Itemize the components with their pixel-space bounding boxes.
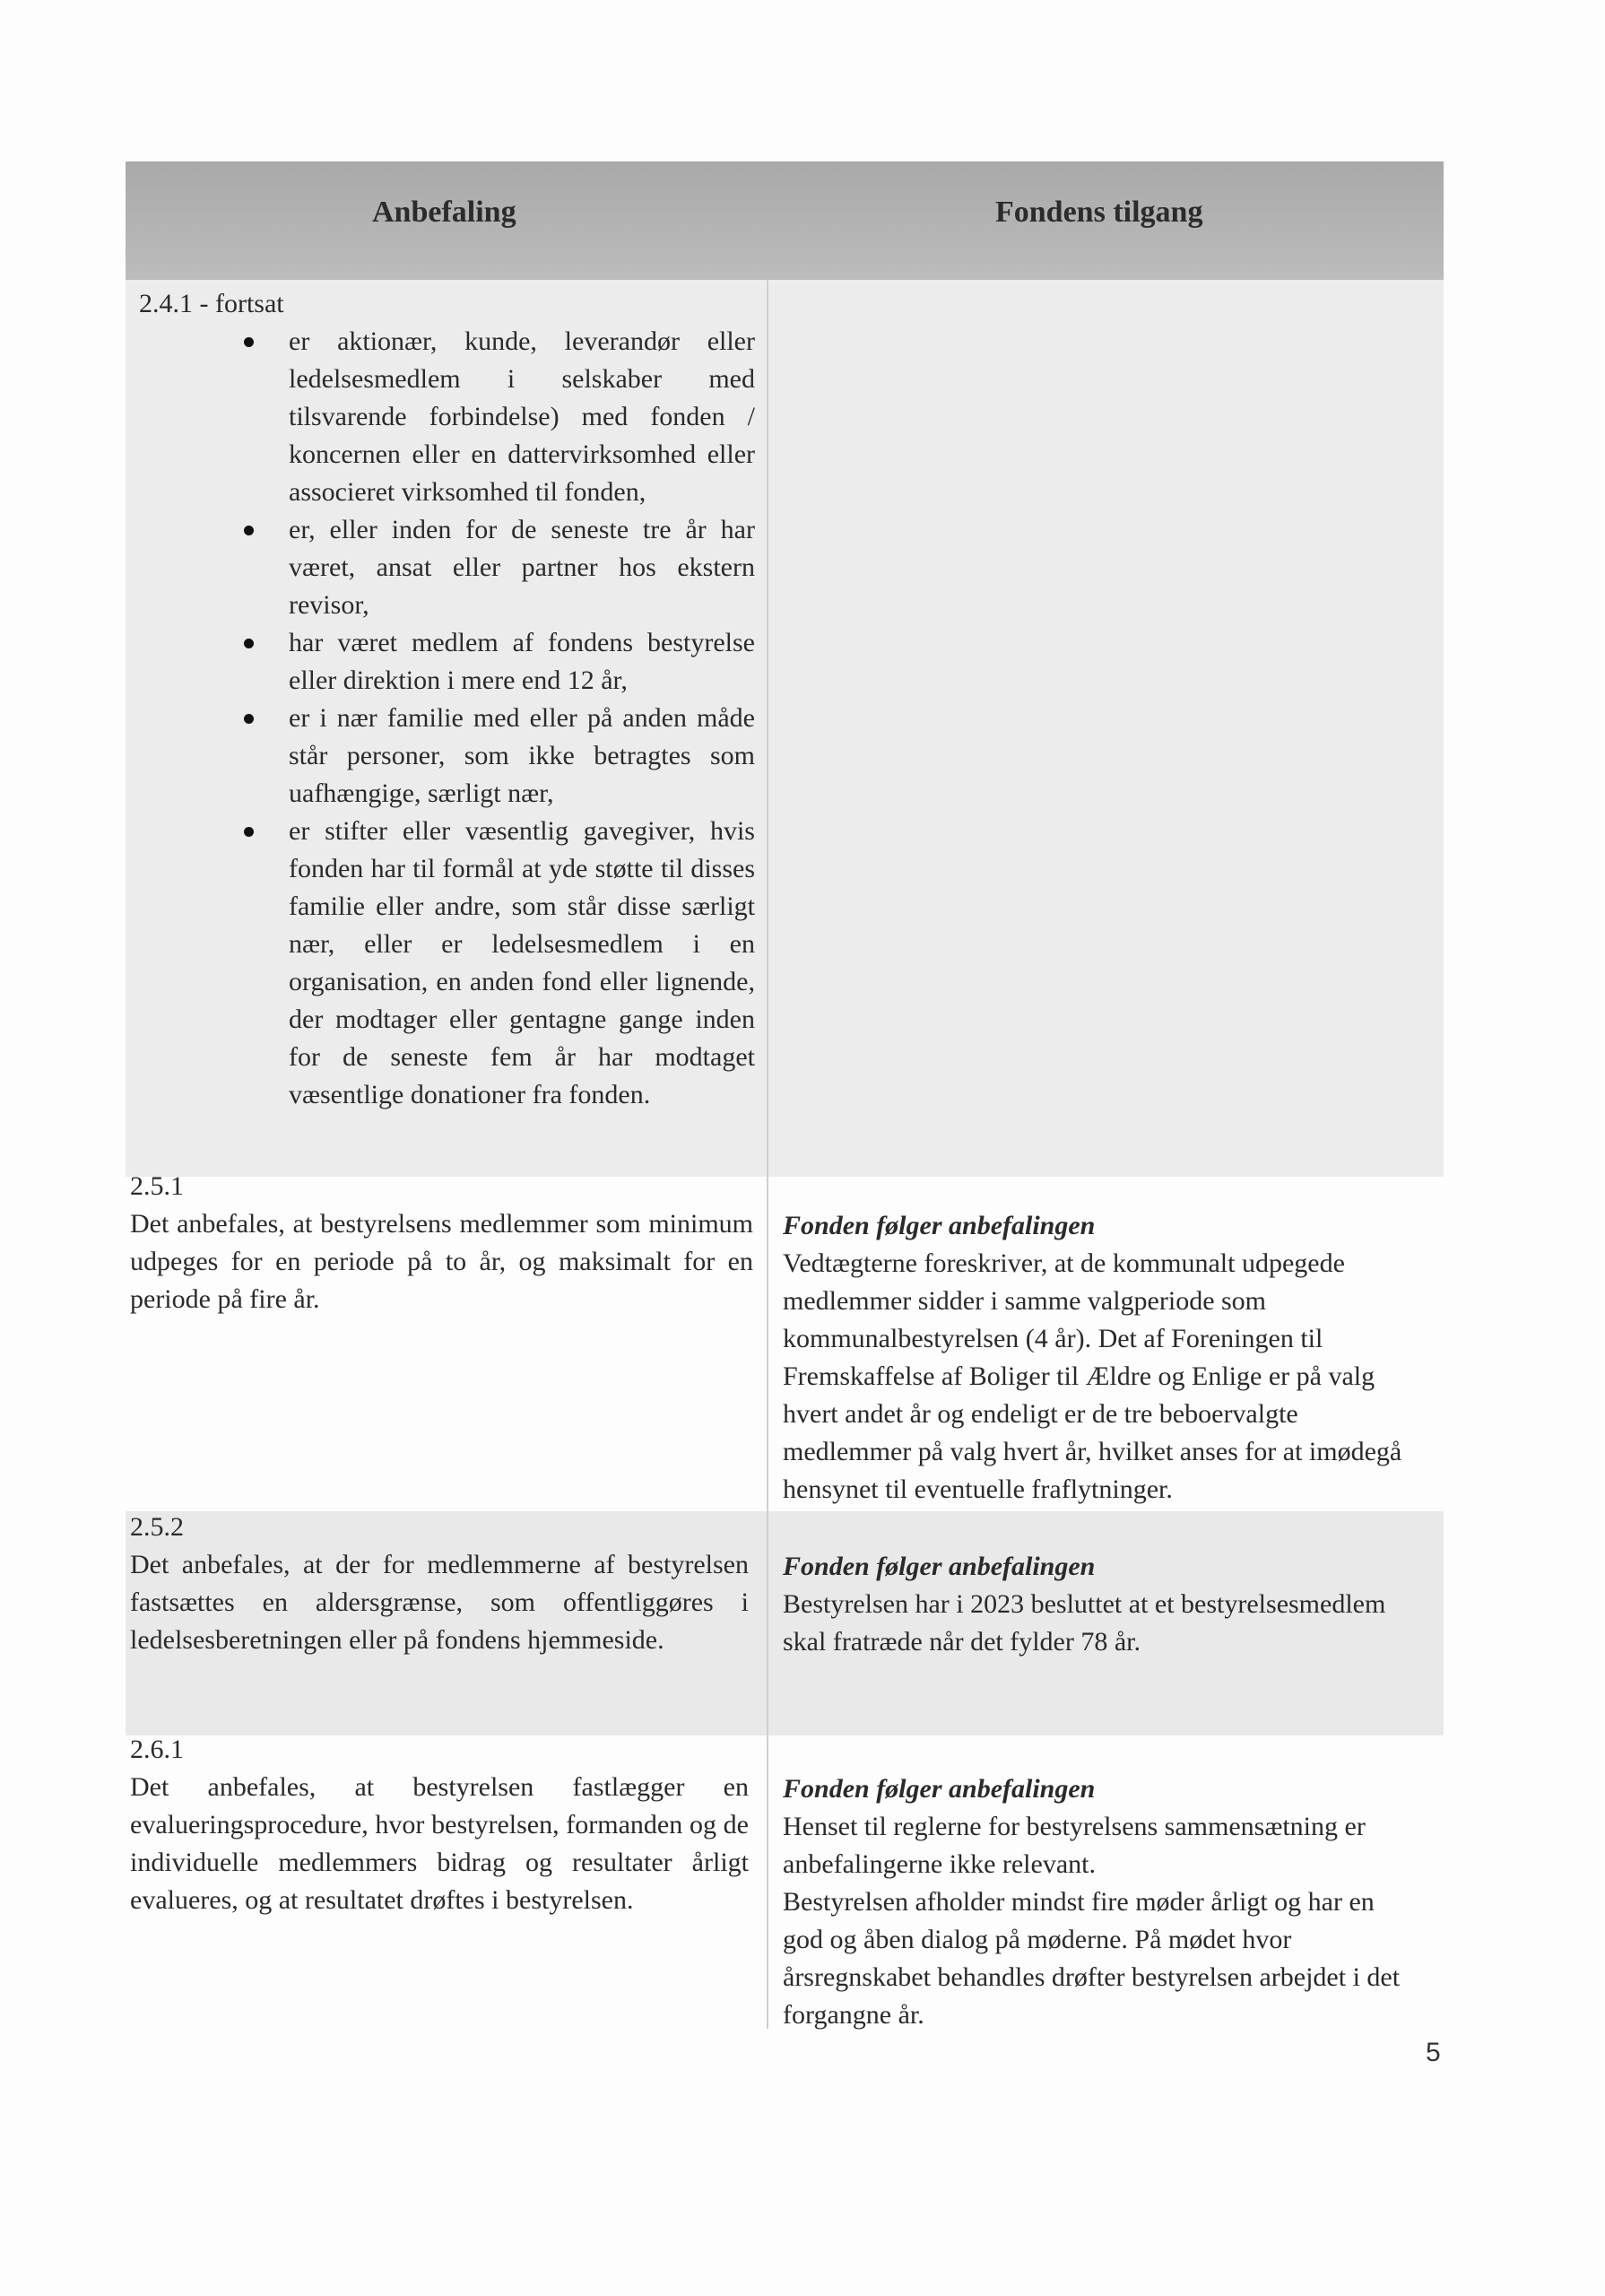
list-item: er, eller inden for de seneste tre år har været, ansat eller partner hos ekstern revisor, xyxy=(289,511,755,624)
response-261-b: Bestyrelsen afholder mindst fire møder årligt og har en god og åben dialog på møderne. På mødet hvor årsregnskabet behandles drøfter bestyrelsen arbejdet i det forgangne år. xyxy=(783,1887,1401,2030)
recommendation-251: Det anbefales, at bestyrelsens medlemmer som minimum udpeges for en periode på to år, og maksimalt for en periode på fire år. xyxy=(130,1209,753,1314)
list-item: er i nær familie med eller på anden måde står personer, som ikke betragtes som uafhængige, særligt nær, xyxy=(289,700,755,813)
header-fondens-tilgang: Fondens tilgang xyxy=(995,196,1203,229)
list-item: er stifter eller væsentlig gavegiver, hvis fonden har til formål at yde støtte til disses familie eller andre, som står disse særligt nær, eller er ledelsesmedlem i en organisation, en anden fond eller lignende, der modtager eller gentagne gange inden for de seneste fem år har modtaget væsentlige donationer fra fonden. xyxy=(289,813,755,1114)
status-261: Fonden følger anbefalingen xyxy=(783,1774,1096,1804)
section-id-252: 2.5.2 xyxy=(130,1512,184,1542)
list-item: er aktionær, kunde, leverandør eller ledelsesmedlem i selskaber med tilsvarende forbindelse) med fonden / koncernen eller en dattervirksomhed eller associeret virksomhed til fonden, xyxy=(289,323,755,511)
section-id-261: 2.6.1 xyxy=(130,1735,184,1764)
header-anbefaling: Anbefaling xyxy=(372,196,516,229)
response-251: Vedtægterne foreskriver, at de kommunalt udpegede medlemmer sidder i samme valgperiode som kommunalbestyrelsen (4 år). Det af Foreningen til Fremskaffelse af Boliger til Ældre og Enlige er på valg hvert andet år og endeligt er de tre beboervalgte medlemmer på valg hvert år, hvilket anses for at imødegå hensynet til eventuelle fraflytninger. xyxy=(783,1248,1402,1504)
response-252: Bestyrelsen har i 2023 besluttet at et bestyrelsesmedlem skal fratræde når det fylder 78 år. xyxy=(783,1589,1386,1657)
list-item: har været medlem af fondens bestyrelse eller direktion i mere end 12 år, xyxy=(289,624,755,700)
column-divider xyxy=(767,280,768,2029)
bullet-list-241 xyxy=(289,323,755,1114)
section-id-241: 2.4.1 - fortsat xyxy=(139,289,284,318)
status-251: Fonden følger anbefalingen xyxy=(783,1211,1096,1240)
section-id-251: 2.5.1 xyxy=(130,1171,184,1201)
page-number: 5 xyxy=(1426,2038,1441,2067)
recommendation-261: Det anbefales, at bestyrelsen fastlægger en evalueringsprocedure, hvor bestyrelsen, formanden og de individuelle medlemmers bidrag og resultater årligt evalueres, og at resultatet drøftes i bestyrelsen. xyxy=(130,1772,749,1915)
table-header-band xyxy=(126,161,1444,280)
status-252: Fonden følger anbefalingen xyxy=(783,1552,1096,1581)
response-261-a: Henset til reglerne for bestyrelsens sammensætning er anbefalingerne ikke relevant. xyxy=(783,1812,1366,1879)
recommendation-252: Det anbefales, at der for medlemmerne af bestyrelsen fastsættes en aldersgrænse, som offentliggøres i ledelsesberetningen eller på fondens hjemmeside. xyxy=(130,1550,749,1655)
